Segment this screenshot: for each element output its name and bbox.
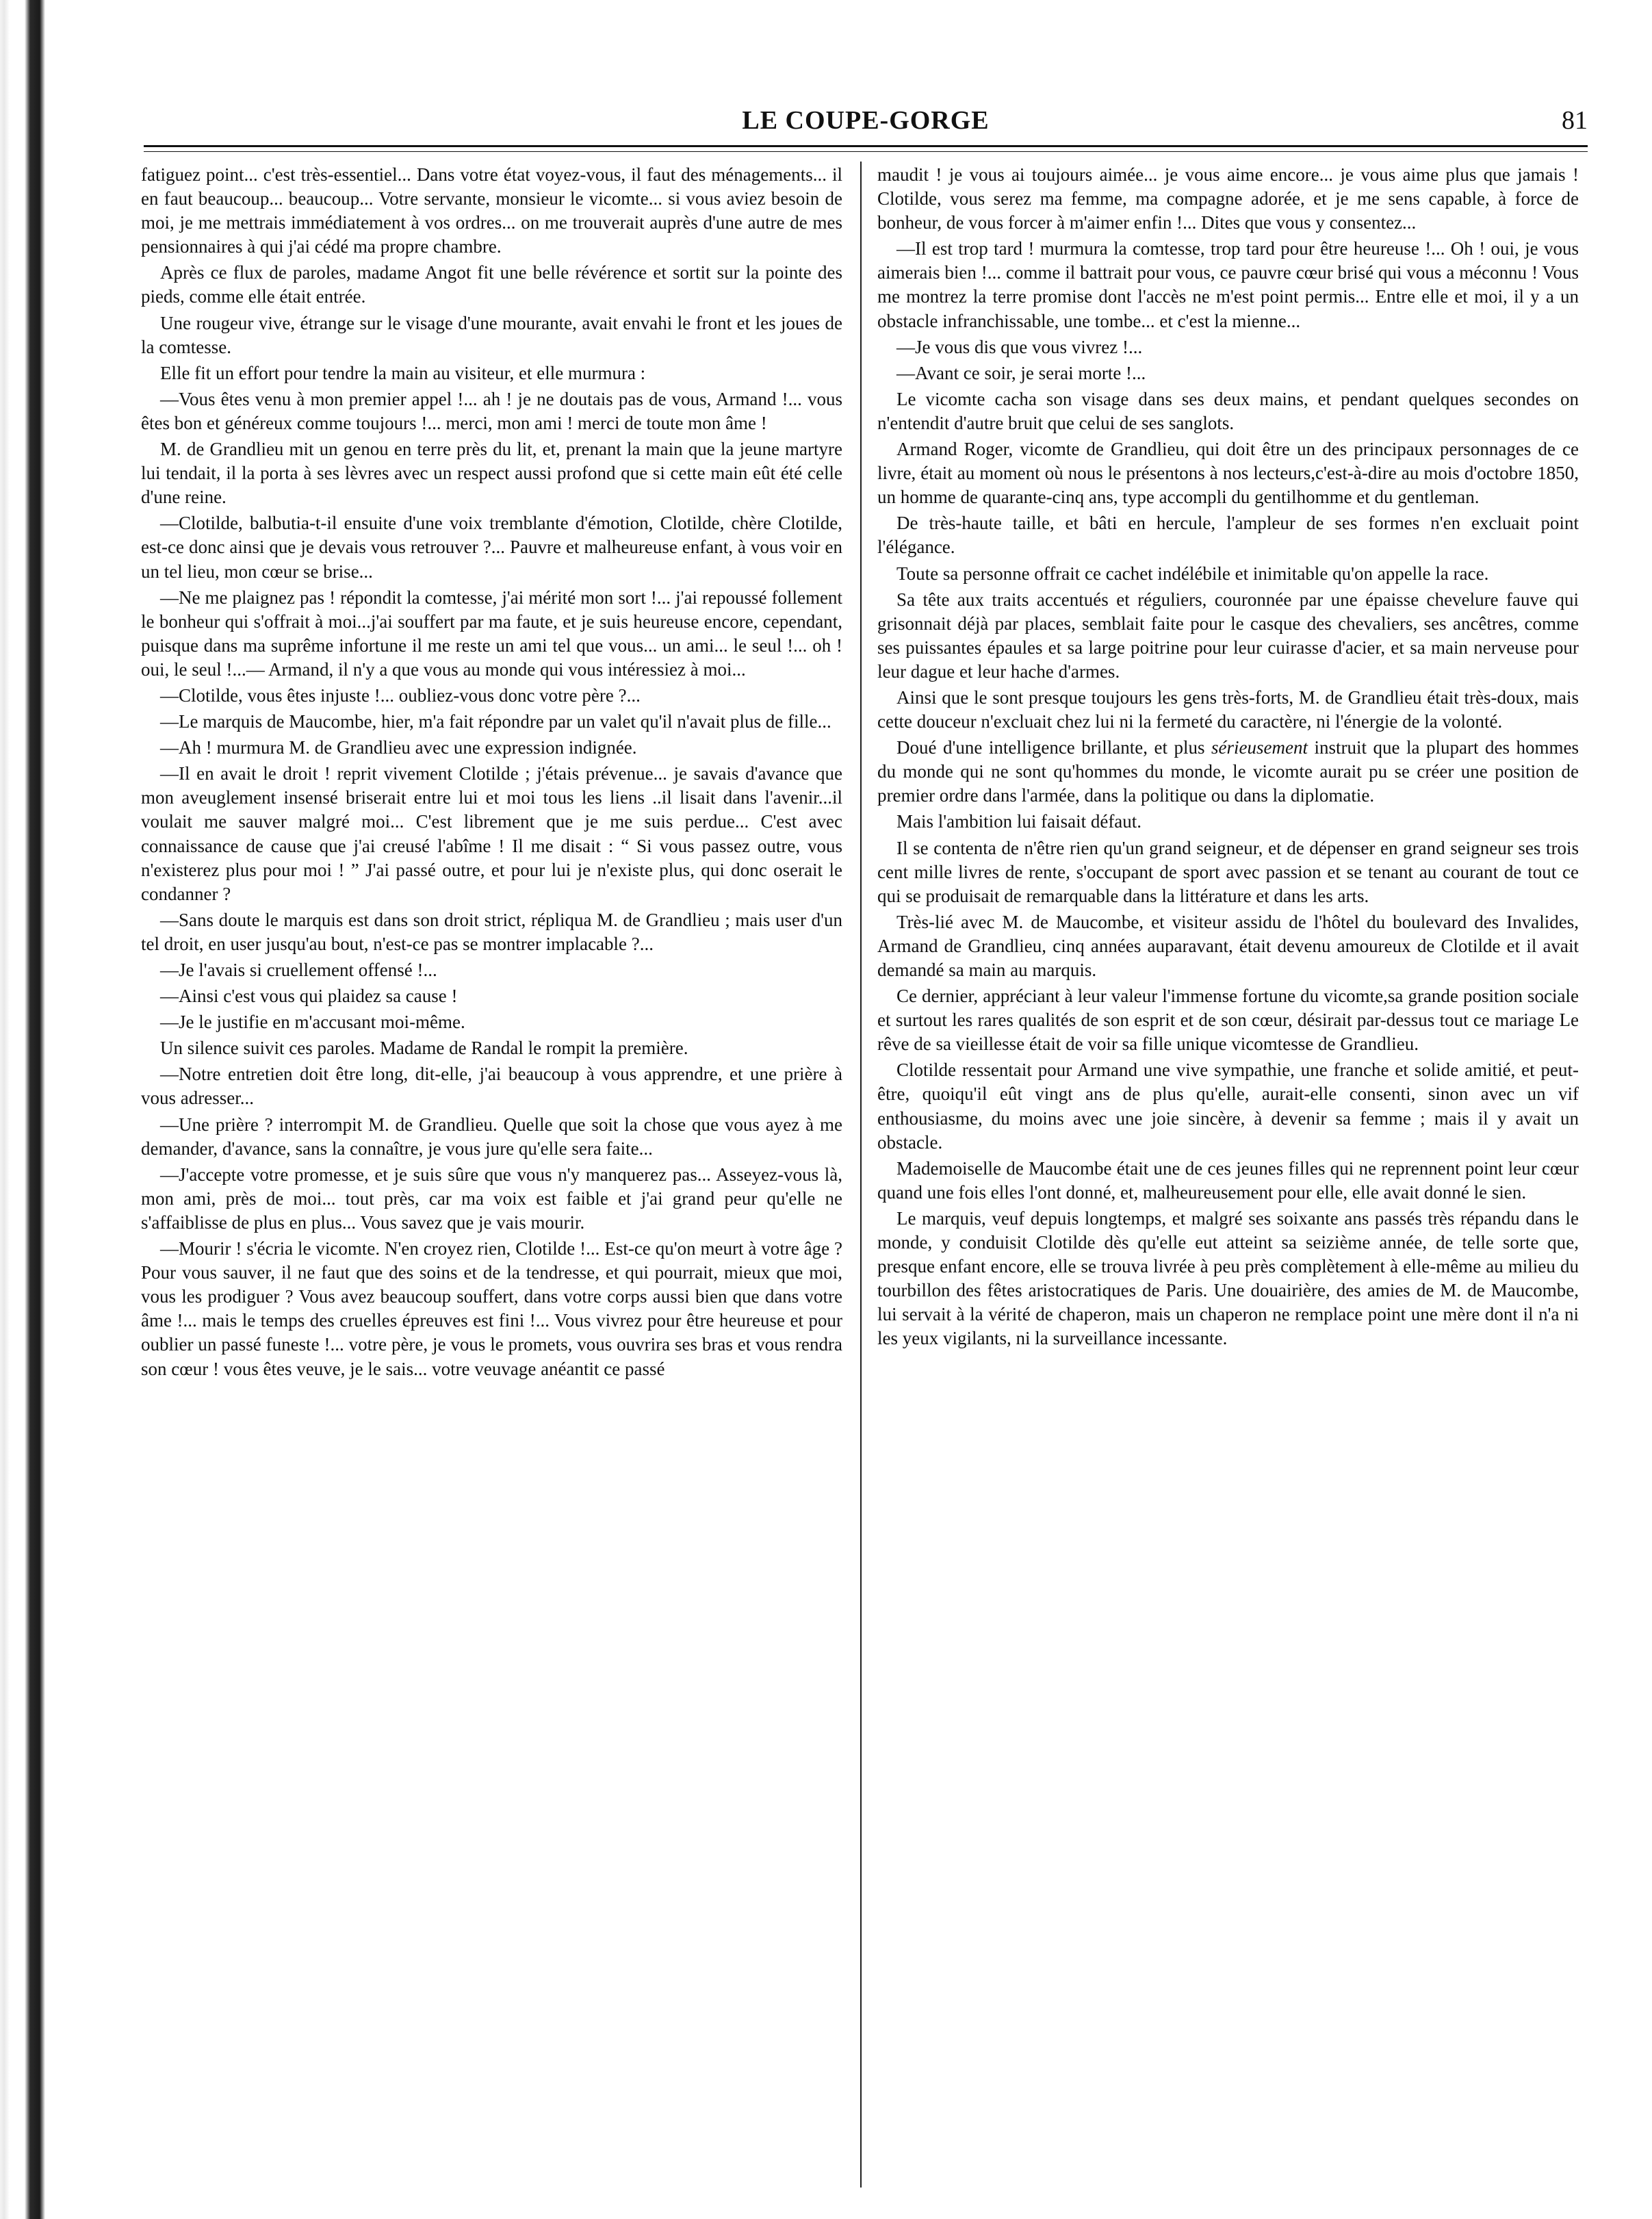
paragraph bbox=[877, 736, 1579, 808]
paragraph-continued: maudit ! je vous ai toujours aimée... je vous aime encore... je vous aime plus que jamais ! Clotilde, vous serez ma femme, ma compagne adorée, et je me sens capable, à force de bonheur, de vous forcer à m'aimer enfin !... Dites que vous y consentez... bbox=[877, 164, 1579, 233]
paragraph: —Ne me plaignez pas ! répondit la comtesse, j'ai mérité mon sort !... j'ai repoussé follement le bonheur qui s'offrait à moi...j'ai souffert par ma faute, et je suis heureuse encore, cependant, puisque dans ma suprême infortune il me reste un ami tel que vous... un ami... le seul !... oh ! oui, le seul !...— Armand, il n'y a que vous au monde qui vous intéressiez à moi... bbox=[141, 587, 842, 680]
paragraph: —Je vous dis que vous vivrez !... bbox=[896, 336, 1143, 357]
paragraph-text: Doué d'une intelligence brillante, et plus bbox=[896, 737, 1212, 758]
paragraph: —Clotilde, balbutia-t-il ensuite d'une voix tremblante d'émotion, Clotilde, chère Clotilde, est-ce donc ainsi que je devais vous retrouver ?... Pauvre et malheureuse enfant, à vous voir en un tel lieu, mon cœur se brise... bbox=[141, 513, 842, 582]
header-rule bbox=[144, 145, 1588, 152]
paragraph: Le marquis, veuf depuis longtemps, et malgré ses soixante ans passés très répandu dans le monde, y conduisit Clotilde dès qu'elle eut atteint sa seizième année, de telle sorte que, presque enfant encore, elle se trouva livrée à peu près complètement à elle-même au milieu du tourbillon des fêtes aristocratiques de Paris. Une douairière, des amies de M. de Maucombe, lui servait à la vérité de chaperon, mais un chaperon ne remplace point une mère dont il n'a ni les yeux vigilants, ni la surveillance incessante. bbox=[877, 1207, 1579, 1349]
paragraph: Clotilde ressentait pour Armand une vive sympathie, une franche et solide amitié, et peut-être, quoiqu'il eût vingt ans de plus qu'elle, aurait-elle consenti, sinon avec un vif enthousiasme, du moins avec une joie sincère, à devenir sa femme ; mais il y avait un obstacle. bbox=[877, 1060, 1579, 1153]
paragraph: M. de Grandlieu mit un genou en terre près du lit, et, prenant la main que la jeune martyre lui tendait, il la porta à ses lèvres avec un respect aussi profond que si cette main eût été celle d'une reine. bbox=[141, 439, 842, 508]
paragraph: —Une prière ? interrompit M. de Grandlieu. Quelle que soit la chose que vous ayez à me demander, d'avance, sans la connaître, je vous jure qu'elle sera faite... bbox=[141, 1114, 842, 1159]
left-column bbox=[141, 163, 842, 2189]
paragraph: —J'accepte votre promesse, et je suis sûre que vous n'y manquerez pas... Asseyez-vous là, mon ami, près de moi... tout près, car ma voix est faible et j'ai grand peur qu'elle ne s'affaiblisse de plus en plus... Vous savez que je vais mourir. bbox=[141, 1164, 842, 1233]
paragraph: Le vicomte cacha son visage dans ses deux mains, et pendant quelques secondes on n'entendit d'autre bruit que celui de ses sanglots. bbox=[877, 388, 1579, 433]
right-column bbox=[877, 163, 1579, 2189]
paragraph: —Sans doute le marquis est dans son droit strict, répliqua M. de Grandlieu ; mais user d'un tel droit, en user jusqu'au bout, n'est-ce pas se montrer implacable ?... bbox=[141, 909, 842, 954]
paragraph: Il se contenta de n'être rien qu'un grand seigneur, et de dépenser en grand seigneur ses trois cent mille livres de rente, s'occupant de sport avec passion et se tenant au courant de tout ce qui se produisait de remarquable dans la littérature et dans les arts. bbox=[877, 837, 1579, 906]
paragraph: Mais l'ambition lui faisait défaut. bbox=[896, 811, 1142, 832]
paragraph: Sa tête aux traits accentués et réguliers, couronnée par une épaisse chevelure fauve qui grisonnait déjà par places, semblait faite pour le casque des chevaliers, ses ancêtres, comme ses puissantes épaules et sa large poitrine pour leur cuirasse d'acier, et sa main nerveuse pour leur dague et leur hache d'armes. bbox=[877, 589, 1579, 682]
paragraph: Très-lié avec M. de Maucombe, et visiteur assidu de l'hôtel du boulevard des Invalides, Armand de Grandlieu, cinq années auparavant, était devenu amoureux de Clotilde et il avait demandé sa main au marquis. bbox=[877, 911, 1579, 980]
page-header bbox=[144, 103, 1588, 144]
paragraph: —Il en avait le droit ! reprit vivement Clotilde ; j'étais prévenue... je savais d'avance que mon aveuglement insensé briserait entre lui et moi tous les liens ..il lisait dans l'avenir...il voulait me sauver malgré moi... C'est librement que je me suis perdue... C'est avec connaissance de cause que j'ai creusé l'abîme ! Il me disait : “ Si vous passez outre, vous n'existerez plus pour moi ! ” J'ai passé outre, et pour lui je n'existe plus, qui donc oserait le condanner ? bbox=[141, 763, 842, 904]
paragraph-text: instruit que la plupart des hommes du monde qui ne sont qu'hommes du monde, le vicomte aurait pu se créer une position de premier ordre dans l'armée, dans la politique ou dans la diplomatie. bbox=[877, 737, 1579, 806]
paragraph: —Mourir ! s'écria le vicomte. N'en croyez rien, Clotilde !... Est-ce qu'on meurt à votre âge ? Pour vous sauver, il ne faut que des soins et de la tendresse, et qui pourrait, mieux que moi, vous les prodiguer ? Vous avez beaucoup souffert, dans votre corps aussi bien que dans votre âme !... mais le temps des cruelles épreuves est fini !... Vous vivrez pour être heureuse et pour oublier un passé funeste !... votre père, je vous le promets, vous ouvrira ses bras et vous rendra son cœur ! vous êtes veuve, je le sais... votre veuvage anéantit ce passé bbox=[141, 1238, 842, 1379]
paragraph: —Ainsi c'est vous qui plaidez sa cause ! bbox=[160, 986, 458, 1007]
paragraph: —Vous êtes venu à mon premier appel !... ah ! je ne doutais pas de vous, Armand !... vous êtes bon et généreux comme toujours !... merci, mon ami ! merci de toute mon âme ! bbox=[141, 388, 842, 433]
paragraph: Elle fit un effort pour tendre la main au visiteur, et elle murmura : bbox=[160, 362, 646, 383]
column-divider bbox=[860, 162, 862, 2188]
running-title: LE COUPE-GORGE bbox=[742, 106, 990, 135]
paragraph: —Je l'avais si cruellement offensé !... bbox=[160, 960, 437, 980]
page-scan-edge bbox=[0, 0, 48, 2219]
paragraph: —Avant ce soir, je serai morte !... bbox=[896, 362, 1146, 383]
paragraph: —Notre entretien doit être long, dit-elle, j'ai beaucoup à vous apprendre, et une prière à vous adresser... bbox=[141, 1064, 842, 1109]
paragraph: —Clotilde, vous êtes injuste !... oubliez-vous donc votre père ?... bbox=[160, 684, 641, 706]
paragraph: Toute sa personne offrait ce cachet indélébile et inimitable qu'on appelle la race. bbox=[896, 563, 1489, 584]
paragraph: —Je le justifie en m'accusant moi-même. bbox=[160, 1012, 465, 1033]
paragraph: Mademoiselle de Maucombe était une de ces jeunes filles qui ne reprennent point leur cœur quand une fois elles l'ont donné, et, malheureusement pour elle, elle avait donné le sien. bbox=[877, 1157, 1579, 1203]
paragraph: —Le marquis de Maucombe, hier, m'a fait répondre par un valet qu'il n'avait plus de fille... bbox=[160, 711, 831, 732]
page-number: 81 bbox=[1562, 106, 1588, 135]
paragraph: —Ah ! murmura M. de Grandlieu avec une expression indignée. bbox=[160, 737, 637, 758]
paragraph: Une rougeur vive, étrange sur le visage d'une mourante, avait envahi le front et les joues de la comtesse. bbox=[141, 312, 842, 357]
paragraph: De très-haute taille, et bâti en hercule, l'ampleur de ses formes n'en excluait point l'élégance. bbox=[877, 513, 1579, 558]
paragraph: —Il est trop tard ! murmura la comtesse, trop tard pour être heureuse !... Oh ! oui, je vous aimerais bien !... comme il battrait pour vous, ce pauvre cœur brisé qui vous a méconnu ! Vous me montrez la terre promise dont l'accès ne m'est point permis... Entre elle et moi, il y a un obstacle infranchissable, une tombe... et c'est la mienne... bbox=[877, 238, 1579, 331]
paragraph-continued: fatiguez point... c'est très-essentiel... Dans votre état voyez-vous, il faut des ménagements... il en faut beaucoup... beaucoup... Votre servante, monsieur le vicomte... si vous aviez besoin de moi, je me mettrais immédiatement à vos ordres... on me trouverait auprès d'une autre de mes pensionnaires à qui j'ai cédé ma propre chambre. bbox=[141, 164, 842, 257]
paragraph: Armand Roger, vicomte de Grandlieu, qui doit être un des principaux personnages de ce livre, était au moment où nous le présentons à nos lecteurs,c'est-à-dire au mois d'octobre 1850, un homme de quarante-cinq ans, type accompli du gentilhomme et du gentleman. bbox=[877, 439, 1579, 508]
paragraph: Après ce flux de paroles, madame Angot fit une belle révérence et sortit sur la pointe des pieds, comme elle était entrée. bbox=[141, 262, 842, 307]
paragraph: Ainsi que le sont presque toujours les gens très-forts, M. de Grandlieu était très-doux, mais cette douceur n'excluait chez lui ni la fermeté du caractère, ni l'énergie de la volonté. bbox=[877, 687, 1579, 732]
paragraph: Ce dernier, appréciant à leur valeur l'immense fortune du vicomte,sa grande position sociale et surtout les rares qualités de son esprit et de son cœur, désirait par-dessus tout ce mariage Le rêve de sa vieillesse était de voir sa fille unique vicomtesse de Grandlieu. bbox=[877, 986, 1579, 1055]
emphasis-text: sérieusement bbox=[1211, 737, 1308, 758]
paragraph: Un silence suivit ces paroles. Madame de Randal le rompit la première. bbox=[160, 1038, 688, 1059]
